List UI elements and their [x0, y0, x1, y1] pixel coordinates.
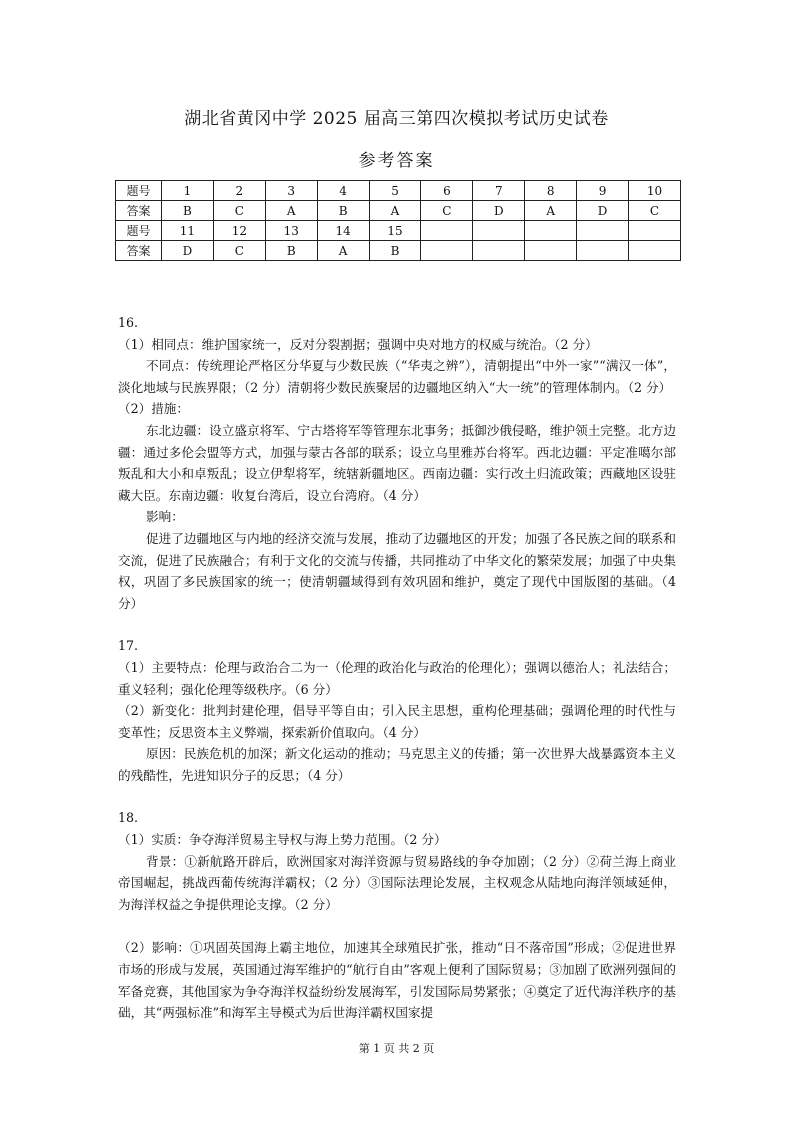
table-cell — [629, 241, 681, 261]
table-cell: 7 — [473, 181, 525, 201]
answer-paragraph: 原因：民族危机的加深；新文化运动的推动；马克思主义的传播；第一次世界大战暴露资本主义的残酷性，先进知识分子的反思；（4 分） — [118, 746, 676, 783]
table-cell: D — [577, 201, 629, 221]
question-17-answer — [118, 635, 676, 786]
answer-paragraph: 东北边疆：设立盛京将军、宁古塔将军等管理东北事务；抵御沙俄侵略，维护领土完整。北方边疆：通过多伦会盟等方式，加强与蒙古各部的联系；设立乌里雅苏台将军。西北边疆：平定准噶尔部叛乱和大小和卓叛乱；设立伊犁将军，统辖新疆地区。西南边疆：实行改土归流政策；西藏地区设驻藏大臣。东南边疆：收复台湾后，设立台湾府。（4 分） — [118, 422, 676, 503]
table-cell — [577, 221, 629, 241]
table-cell: 3 — [265, 181, 317, 201]
table-cell: 12 — [213, 221, 265, 241]
table-cell — [473, 241, 525, 261]
table-cell — [577, 241, 629, 261]
table-cell — [525, 221, 577, 241]
table-cell: 9 — [577, 181, 629, 201]
table-cell: C — [213, 201, 265, 221]
table-cell: A — [317, 241, 369, 261]
answer-paragraph: 影响： — [146, 509, 184, 525]
table-cell: 15 — [369, 221, 421, 241]
page-subtitle: 参考答案 — [358, 151, 435, 171]
answer-paragraph: （1）主要特点：伦理与政治合二为一（伦理的政治化与政治的伦理化）；强调以德治人；礼法结合；重义轻利；强化伦理等级秩序。（6 分） — [118, 659, 676, 697]
table-cell: C — [213, 241, 265, 261]
table-cell: 10 — [629, 181, 681, 201]
answer-paragraph: （2）措施： — [118, 401, 189, 417]
question-number: 17. — [118, 638, 139, 654]
table-cell: B — [369, 241, 421, 261]
table-cell: 6 — [421, 181, 473, 201]
question-number: 18. — [118, 810, 139, 826]
answer-paragraph: 促进了边疆地区与内地的经济交流与发展，推动了边疆地区的开发；加强了各民族之间的联系和交流，促进了民族融合；有利于文化的交流与传播，共同推动了中华文化的繁荣发展；加强了中央集权，巩固了多民族国家的统一；使清朝疆域得到有效巩固和维护，奠定了现代中国版图的基础。（4 分） — [118, 530, 676, 611]
table-cell: 5 — [369, 181, 421, 201]
page-title: 湖北省黄冈中学 2025 届高三第四次模拟考试历史试卷 — [184, 109, 609, 129]
table-cell: 题号 — [116, 181, 162, 201]
table-cell: 8 — [525, 181, 577, 201]
table-cell: B — [317, 201, 369, 221]
table-cell — [525, 241, 577, 261]
answer-paragraph: 不同点：传统理论严格区分华夏与少数民族（“华夷之辨”），清朝提出“中外一家”“满汉一体”，淡化地域与民族界限；（2 分）清朝将少数民族聚居的边疆地区纳入“大一统”的管理体制内。（2 分） — [118, 358, 676, 395]
table-cell: 题号 — [116, 221, 162, 241]
answer-paragraph: 背景：①新航路开辟后，欧洲国家对海洋资源与贸易路线的争夺加剧；（2 分）②荷兰海上商业帝国崛起，挑战西葡传统海洋霸权；（2 分）③国际法理论发展，主权观念从陆地向海洋领域延伸，为海洋权益之争提供理论支撑。（2 分） — [118, 853, 676, 912]
table-cell: 1 — [162, 181, 214, 201]
table-cell — [629, 221, 681, 241]
table-cell: 13 — [265, 221, 317, 241]
table-cell: 2 — [213, 181, 265, 201]
table-cell — [421, 241, 473, 261]
answer-body — [118, 312, 676, 1024]
table-cell: C — [629, 201, 681, 221]
answer-paragraph: （1）相同点：维护国家统一，反对分裂割据；强调中央对地方的权威与统治。（2 分） — [118, 336, 598, 352]
table-cell: A — [265, 201, 317, 221]
table-cell: 4 — [317, 181, 369, 201]
table-row — [116, 181, 681, 201]
page-footer: 第 1 页 共 2 页 — [358, 1042, 435, 1055]
table-cell: A — [369, 201, 421, 221]
answer-paragraph: （2）影响：①巩固英国海上霸主地位，加速其全球殖民扩张，推动“日不落帝国”形成；②促进世界市场的形成与发展，英国通过海军维护的“航行自由”客观上便利了国际贸易；③加剧了欧洲列强间的军备竞赛，其他国家为争夺海洋权益纷纷发展海军，引发国际局势紧张；④奠定了近代海洋秩序的基础，其“两强标准”和海军主导模式为后世海洋霸权国家提 — [118, 940, 676, 1021]
table-row — [116, 201, 681, 221]
answer-paragraph: （2）新变化：批判封建伦理，倡导平等自由；引入民主思想，重构伦理基础；强调伦理的时代性与变革性；反思资本主义弊端，探索新价值取向。（4 分） — [118, 703, 676, 740]
question-number: 16. — [118, 315, 139, 330]
answer-table — [115, 180, 681, 261]
table-cell: 答案 — [116, 201, 162, 221]
question-16-answer — [118, 312, 676, 614]
table-cell: 14 — [317, 221, 369, 241]
table-cell — [421, 221, 473, 241]
table-cell: D — [162, 241, 214, 261]
table-row — [116, 241, 681, 261]
table-cell — [473, 221, 525, 241]
table-cell: 11 — [162, 221, 214, 241]
answer-paragraph: （1）实质：争夺海洋贸易主导权与海上势力范围。（2 分） — [118, 832, 447, 848]
table-cell: B — [265, 241, 317, 261]
table-cell: C — [421, 201, 473, 221]
table-cell: A — [525, 201, 577, 221]
question-18-answer — [118, 807, 676, 1023]
table-cell: 答案 — [116, 241, 162, 261]
table-cell: D — [473, 201, 525, 221]
table-cell: B — [162, 201, 214, 221]
table-row — [116, 221, 681, 241]
